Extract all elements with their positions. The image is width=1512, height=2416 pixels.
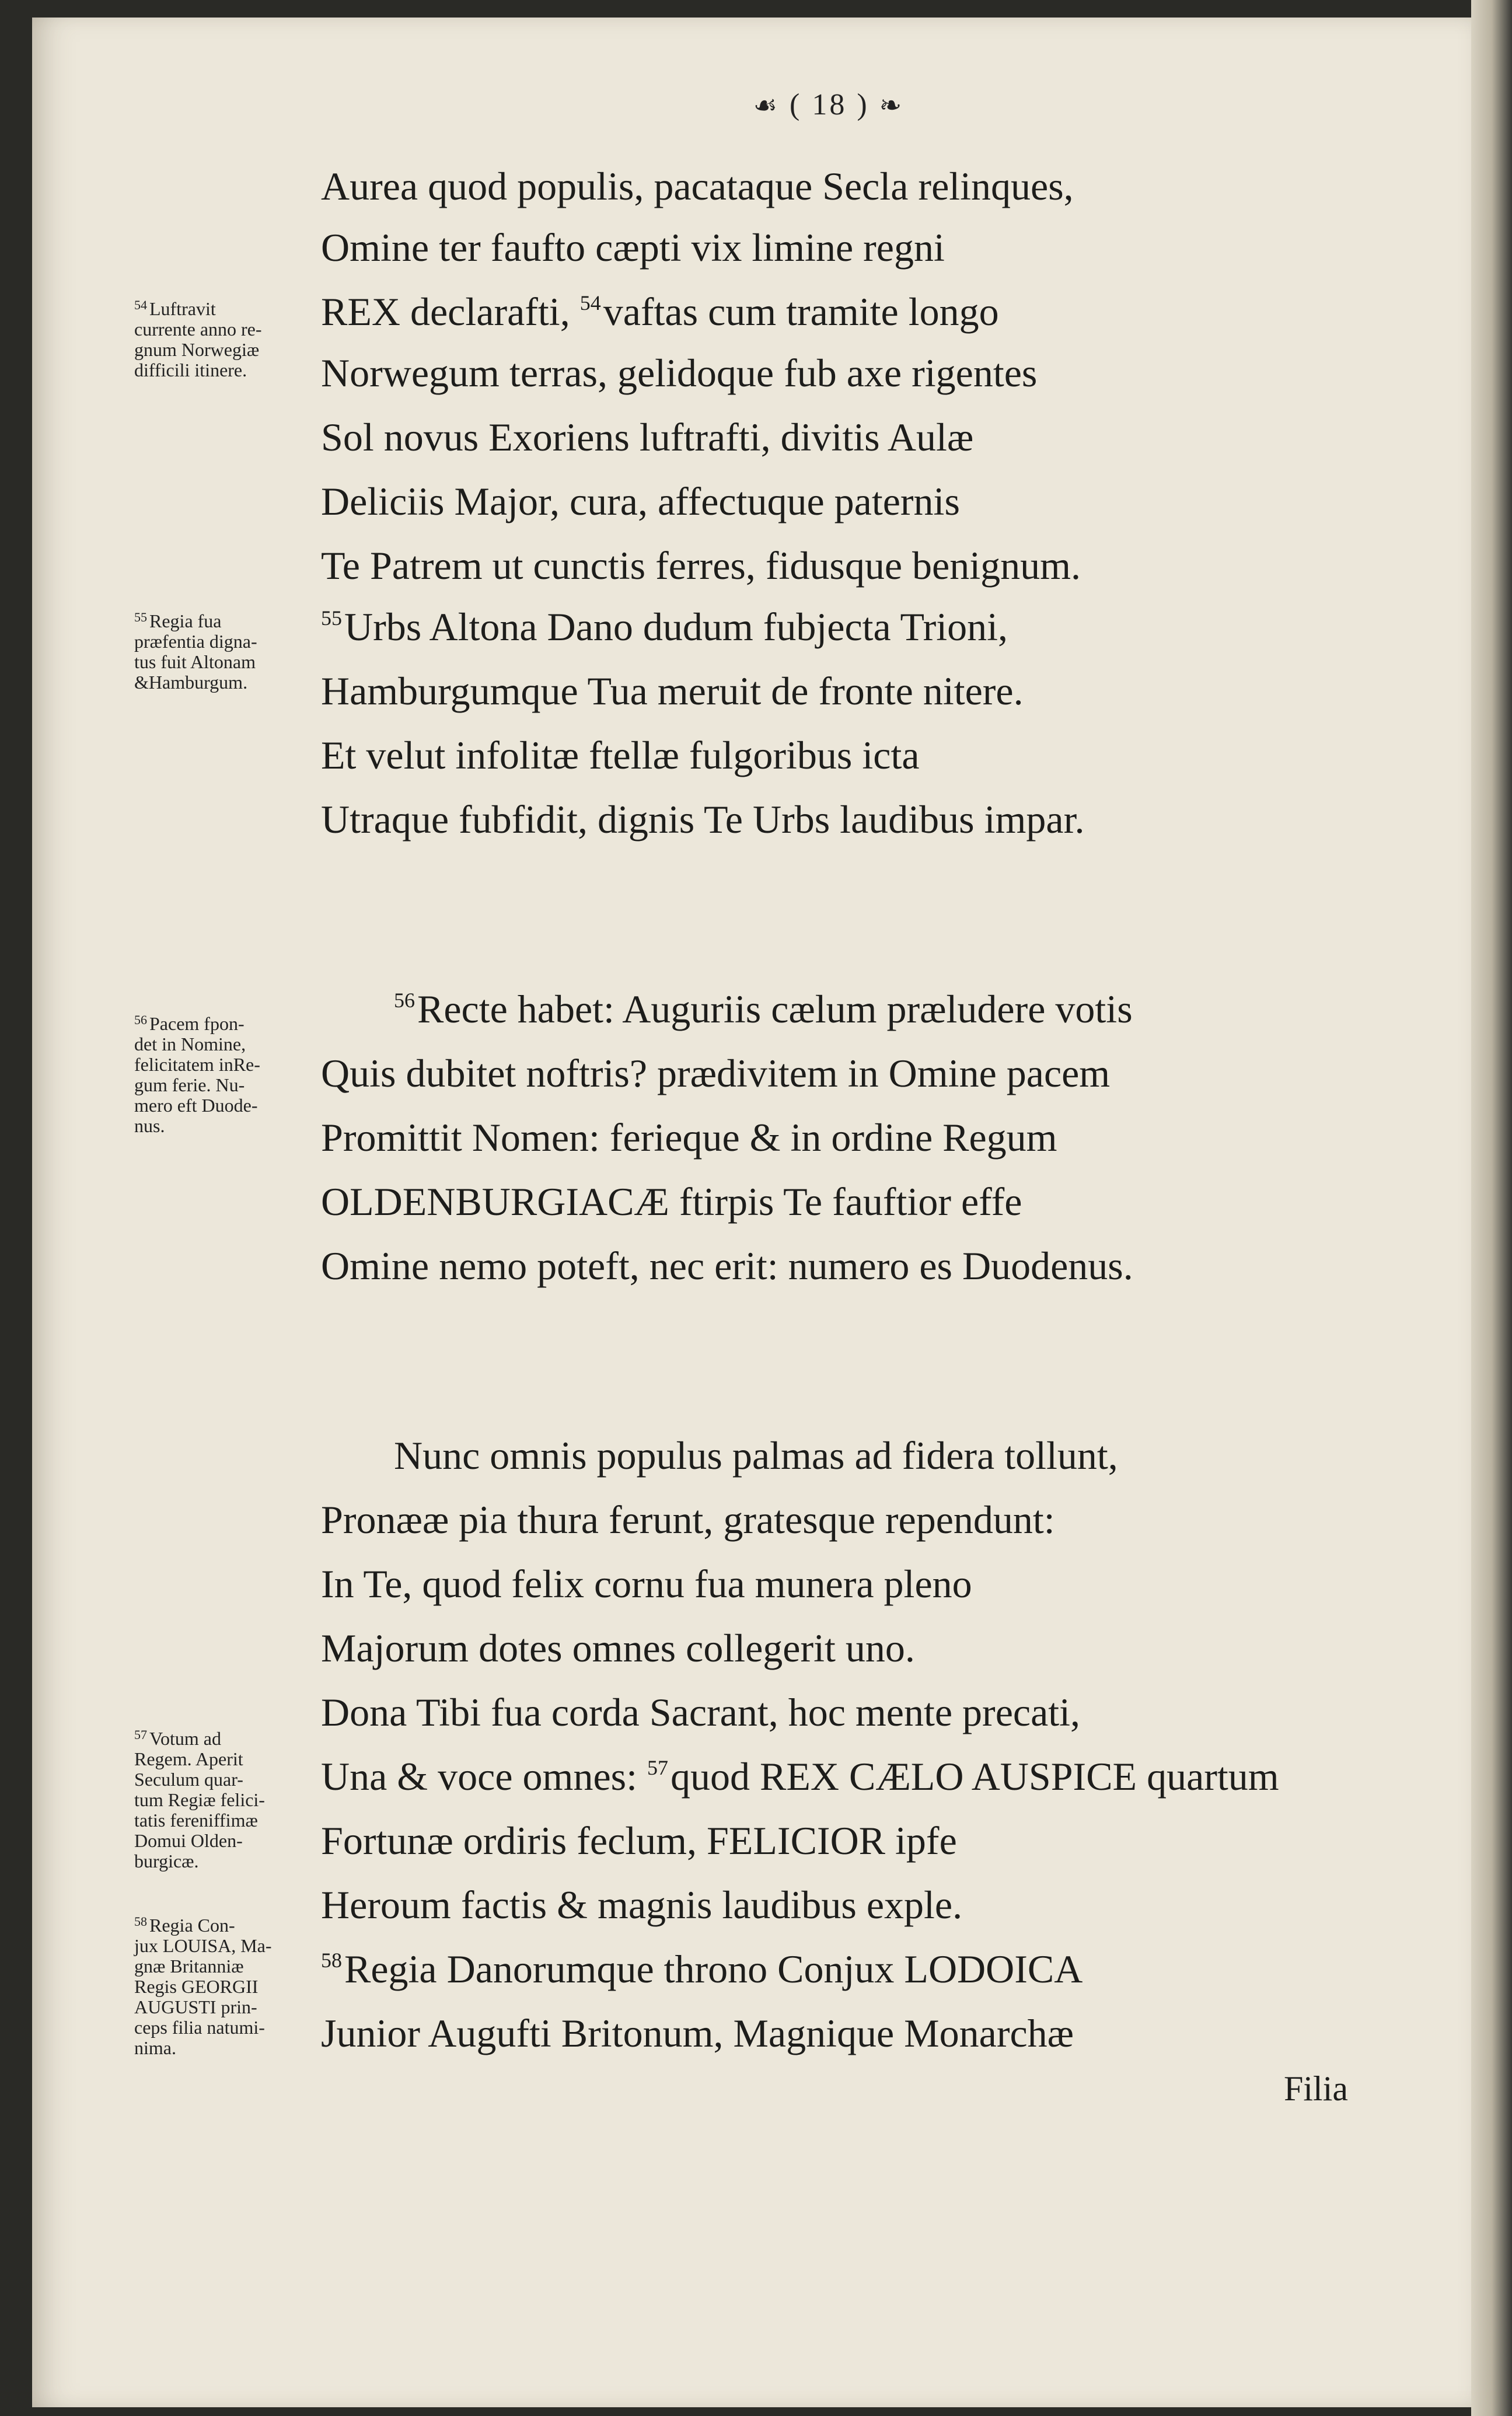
verse-text: Aurea quod populis, pacataque Secla relinques, <box>321 164 1074 208</box>
note-reference-mark: 57 <box>647 1756 668 1779</box>
verse-line <box>321 1754 1279 1799</box>
note-number: 57 <box>134 1727 147 1742</box>
verse-line <box>321 1497 1055 1542</box>
verse-line <box>394 989 1133 1029</box>
verse-text: Fortunæ ordiris feclum, FELICIOR ipfe <box>321 1818 957 1863</box>
verse-line <box>321 481 960 521</box>
note-line: AUGUSTI prin- <box>134 1996 257 2017</box>
verse-text: Pronææ pia thura ferunt, gratesque rependunt: <box>321 1497 1055 1542</box>
note-line: ceps filia natumi- <box>134 2017 265 2038</box>
verse-text: OLDENBURGIACÆ ftirpis Te fauftior effe <box>321 1179 1022 1224</box>
verse-line <box>321 1818 957 1863</box>
note-number: 58 <box>134 1914 147 1929</box>
verse-line <box>321 1949 1083 1989</box>
left-fleuron-icon: ☙ <box>753 90 780 120</box>
verse-line <box>321 1885 962 1925</box>
verse-text: Quis dubitet noftris? prædivitem in Omine pacem <box>321 1051 1111 1095</box>
marginal-note <box>134 1010 315 1136</box>
note-line: tum Regiæ felici- <box>134 1789 265 1810</box>
verse-line <box>321 289 999 334</box>
note-line: nima. <box>134 2037 176 2058</box>
verse-line <box>321 1115 1057 1160</box>
verse-text: Deliciis Major, cura, affectuque paternis <box>321 479 960 523</box>
verse-text: Hamburgumque Tua meruit de fronte nitere. <box>321 669 1024 713</box>
note-line: $^{55}$ Regia fua <box>134 610 222 631</box>
verse-text-continued: quod REX CÆLO AUSPICE quartum <box>670 1754 1279 1799</box>
note-reference-mark: 54 <box>579 291 601 315</box>
verse-line <box>321 166 1074 206</box>
note-reference-mark: 56 <box>394 989 415 1012</box>
verse-line <box>321 671 1024 711</box>
verse-text: Te Patrem ut cunctis ferres, fidusque benignum. <box>321 543 1081 588</box>
note-line: &Hamburgum. <box>134 672 248 693</box>
note-line: jux LOUISA, Ma- <box>134 1935 272 1956</box>
note-line: tatis fereniffimæ <box>134 1810 258 1831</box>
note-line: nus. <box>134 1115 165 1136</box>
note-line: $^{57}$ Votum ad <box>134 1727 221 1749</box>
note-reference-mark: 55 <box>321 606 342 630</box>
verse-line <box>321 2013 1074 2053</box>
verse-line <box>321 1246 1133 1286</box>
note-line: $^{54}$ Luftravit <box>134 298 216 319</box>
note-number: 55 <box>134 610 147 624</box>
verse-line <box>321 1564 972 1604</box>
verse-line <box>321 225 945 270</box>
marginal-note <box>134 1911 315 2058</box>
verse-text: Urbs Altona Dano dudum fubjecta Trioni, <box>344 605 1008 649</box>
note-line: gnæ Britanniæ <box>134 1956 244 1977</box>
verse-line <box>321 735 920 775</box>
running-head <box>694 88 963 122</box>
note-line: gnum Norwegiæ <box>134 339 260 360</box>
verse-text: Et velut infolitæ ftellæ fulgoribus icta <box>321 733 920 777</box>
verse-line <box>321 1692 1080 1732</box>
note-line: præfentia digna- <box>134 631 257 652</box>
marginal-note <box>134 295 315 380</box>
verse-text: In Te, quod felix cornu fua munera pleno <box>321 1562 972 1606</box>
verse-line <box>321 1628 915 1668</box>
verse-line <box>321 417 973 457</box>
note-line: Seculum quar- <box>134 1769 243 1790</box>
note-line: burgicæ. <box>134 1851 199 1872</box>
verse-line <box>321 543 1081 588</box>
note-line: Regem. Aperit <box>134 1748 243 1769</box>
verse-text: Heroum factis & magnis laudibus exple. <box>321 1883 963 1927</box>
right-fleuron-icon: ❧ <box>879 90 905 120</box>
note-line: felicitatem inRe- <box>134 1054 260 1075</box>
verse-text: Omine ter faufto cæpti vix limine regni <box>321 225 945 270</box>
note-line: det in Nomine, <box>134 1034 246 1055</box>
verse-line <box>321 1179 1022 1224</box>
verse-text: Recte habet: Auguriis cælum præludere votis <box>417 987 1133 1031</box>
note-line: gum ferie. Nu- <box>134 1074 245 1095</box>
note-line: currente anno re- <box>134 319 262 340</box>
note-number: 54 <box>134 298 147 312</box>
verse-line <box>394 1433 1118 1478</box>
verse-text: Promittit Nomen: ferieque & in ordine Regum <box>321 1115 1057 1160</box>
page-number: ( 18 ) <box>790 88 870 121</box>
note-line: Domui Olden- <box>134 1830 243 1851</box>
verse-text: Junior Augufti Britonum, Magnique Monarchæ <box>321 2011 1074 2055</box>
verse-text: Sol novus Exoriens luftrafti, divitis Aulæ <box>321 415 974 459</box>
note-reference-mark: 58 <box>321 1949 342 1972</box>
note-number: 56 <box>134 1013 147 1027</box>
note-line: Regis GEORGII <box>134 1976 259 1997</box>
verse-text: Majorum dotes omnes collegerit uno. <box>321 1626 915 1670</box>
verse-text: Omine nemo poteft, nec erit: numero es Duodenus. <box>321 1244 1133 1288</box>
verse-line <box>321 353 1037 393</box>
verse-text: Regia Danorumque throno Conjux LODOICA <box>344 1947 1083 1991</box>
page-edge-shadow <box>1471 0 1512 2416</box>
verse-text-continued: vaftas cum tramite longo <box>603 289 999 334</box>
catchword: Filia <box>1284 2069 1349 2108</box>
verse-text: Utraque fubfidit, dignis Te Urbs laudibus impar. <box>321 797 1085 842</box>
marginal-note <box>134 607 315 693</box>
verse-line <box>321 797 1085 842</box>
verse-text: REX declarafti, <box>321 289 570 334</box>
note-line: mero eft Duode- <box>134 1095 258 1116</box>
verse-text: Norwegum terras, gelidoque fub axe rigentes <box>321 351 1038 395</box>
note-line: tus fuit Altonam <box>134 651 256 672</box>
verse-text: Nunc omnis populus palmas ad fidera tollunt, <box>394 1433 1118 1478</box>
marginal-note <box>134 1724 315 1872</box>
verse-line <box>321 607 1008 647</box>
note-line: $^{58}$ Regia Con- <box>134 1914 235 1936</box>
verse-line <box>321 1053 1110 1093</box>
note-line: $^{56}$ Pacem fpon- <box>134 1013 245 1034</box>
note-line: difficili itinere. <box>134 359 247 380</box>
verse-text: Dona Tibi fua corda Sacrant, hoc mente precati, <box>321 1690 1081 1734</box>
verse-text: Una & voce omnes: <box>321 1754 637 1799</box>
